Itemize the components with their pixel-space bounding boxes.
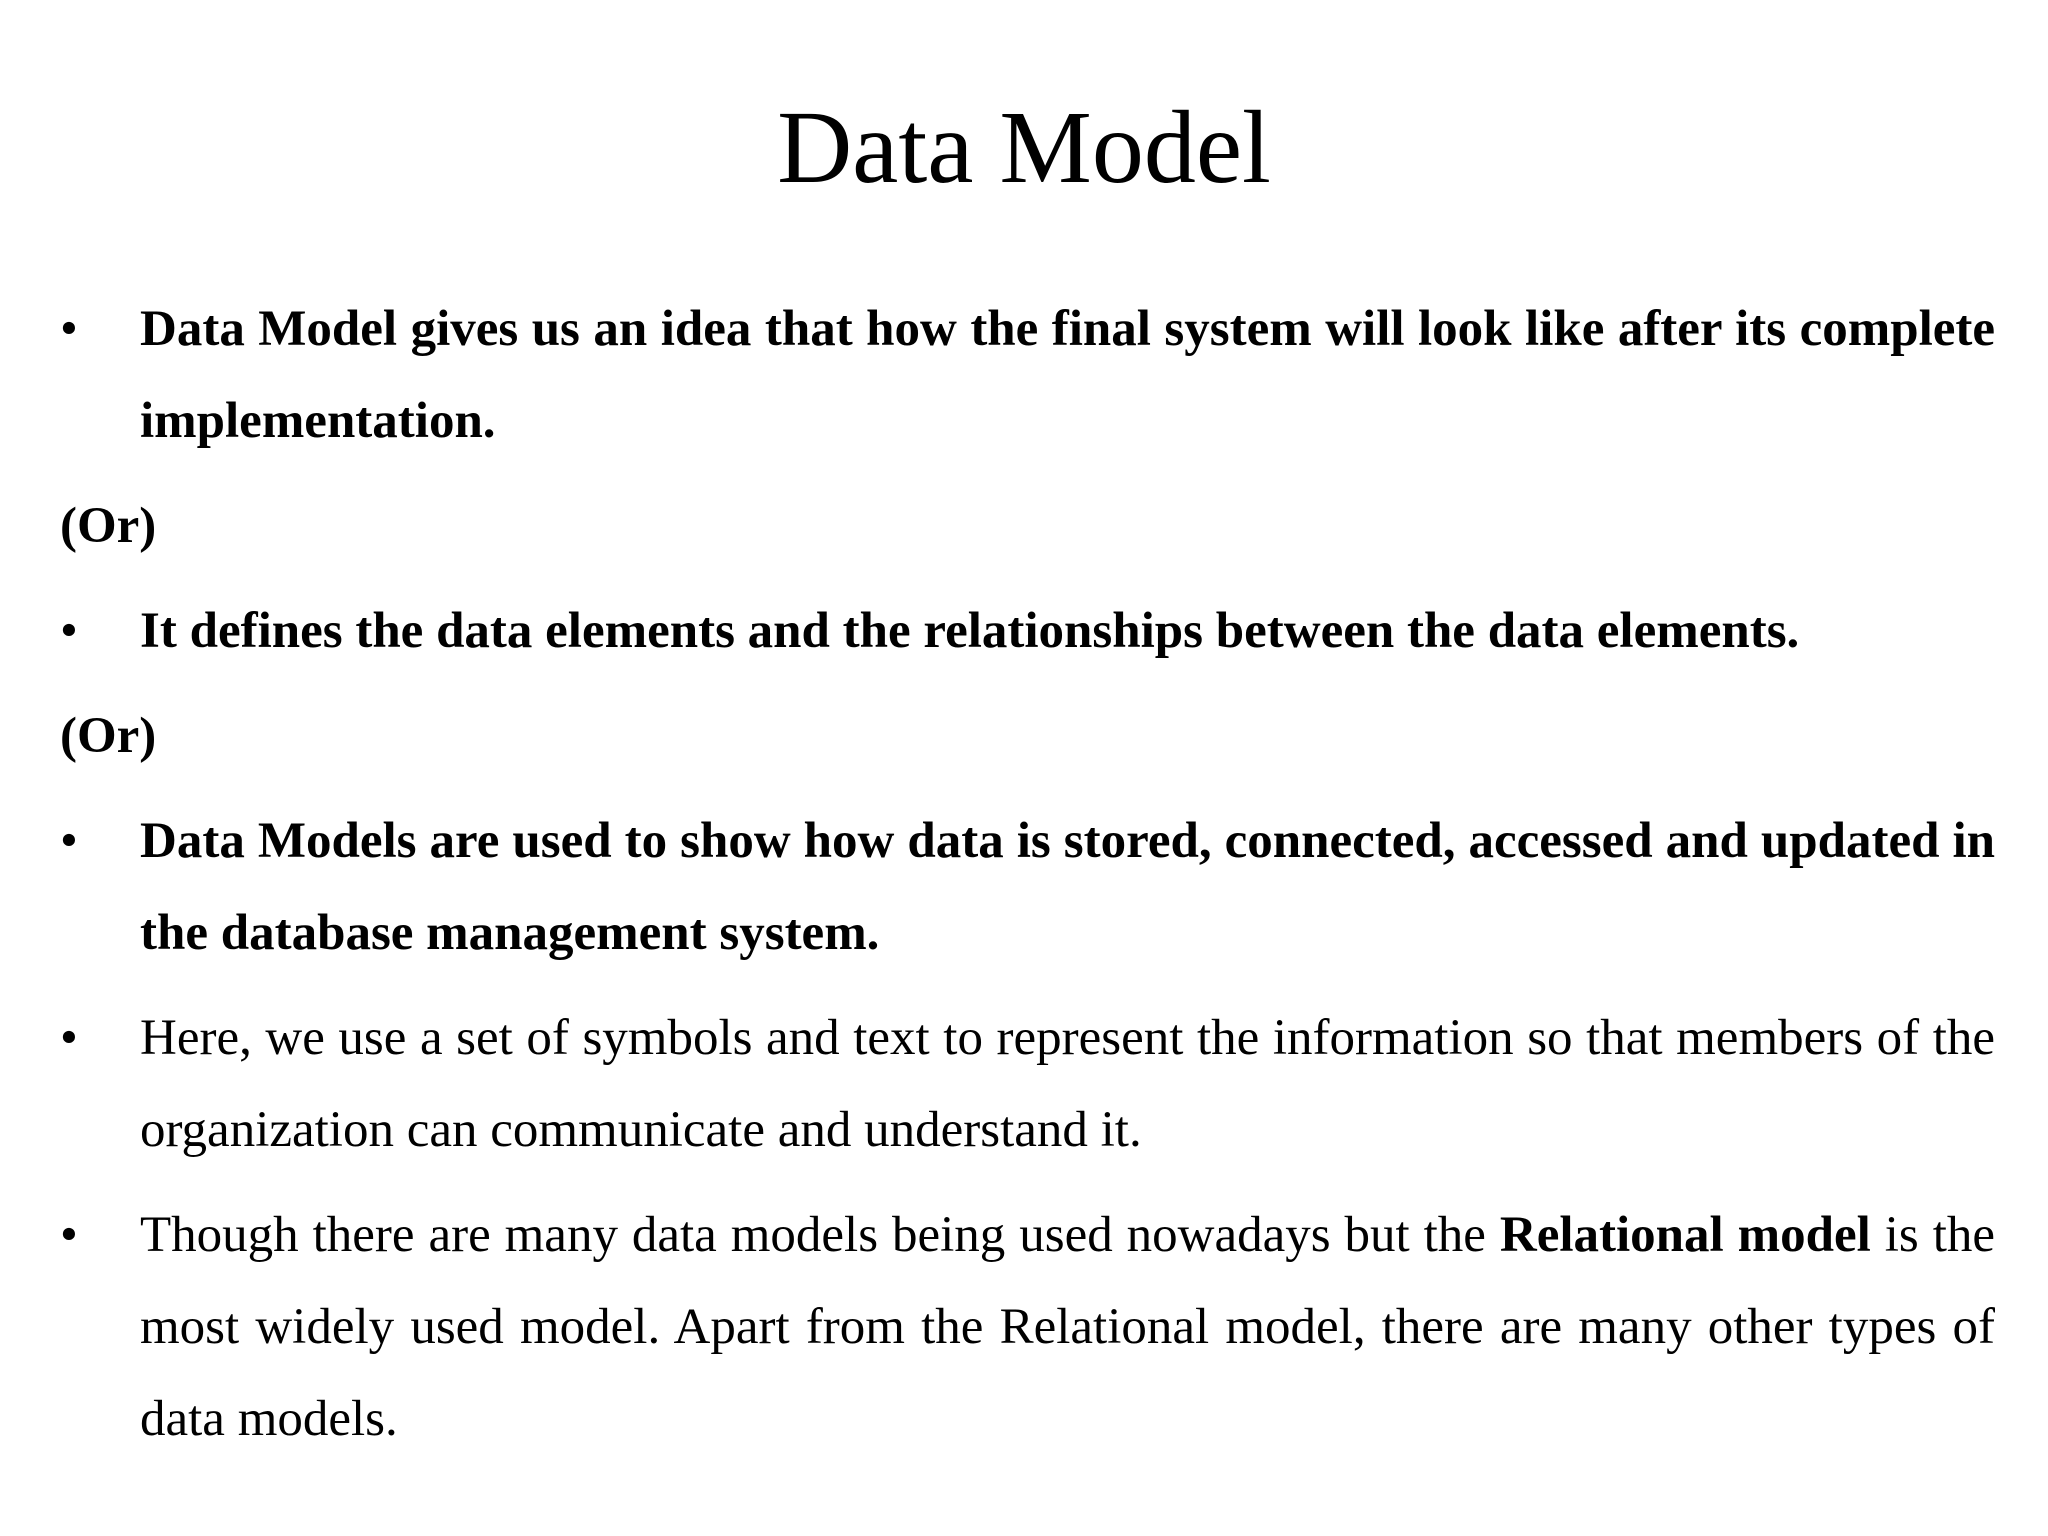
bullet-text-before: Though there are many data models being used nowadays but the [140,1207,1500,1263]
or-separator: (Or) [60,708,157,764]
bullet-text-after: is the most widely used model. Apart from the Relational model, there are many other types of data models. [140,1207,1996,1447]
bullet-item-symbols [60,992,1995,1176]
bullet-icon: • [60,301,78,357]
bullet-item-relational [60,1189,1995,1465]
bullet-icon: • [60,1207,78,1263]
spacer [60,1176,1995,1189]
bullet-icon: • [60,813,78,869]
bullet-item-usage [60,795,1995,979]
bullet-item-definition [60,283,1995,467]
slide-title: Data Model [777,90,1271,205]
bullet-icon: • [60,603,78,659]
bullet-item-elements [60,585,1995,677]
slide-content [60,283,1995,1465]
bullet-text-emphasis: Relational model [1499,1207,1871,1263]
bullet-text: It defines the data elements and the relationships between the data elements. [140,603,1800,659]
bullet-text: Data Models are used to show how data is stored, connected, accessed and updated in the database management system. [140,813,1995,961]
spacer [60,979,1995,992]
or-separator: (Or) [60,498,157,554]
bullet-text: Data Model gives us an idea that how the final system will look like after its complete implementation. [140,301,1995,449]
bullet-text: Here, we use a set of symbols and text to represent the information so that members of the organization can communicate and understand it. [140,1010,1995,1158]
bullet-icon: • [60,1010,78,1066]
